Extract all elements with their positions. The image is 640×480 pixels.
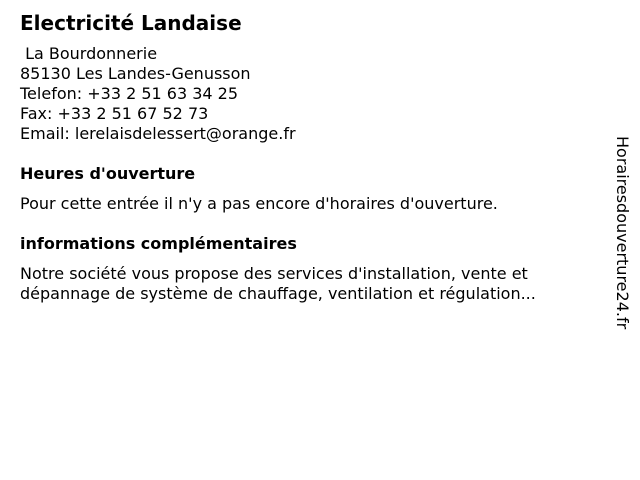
additional-info-heading: informations complémentaires (20, 234, 297, 253)
fax-number: Fax: +33 2 51 67 52 73 (20, 104, 209, 123)
business-name: Electricité Landaise (20, 11, 242, 35)
site-watermark: Horairesdouverture24.fr (613, 136, 632, 330)
phone-number: Telefon: +33 2 51 63 34 25 (20, 84, 239, 103)
opening-hours-text: Pour cette entrée il n'y a pas encore d'horaires d'ouverture. (20, 194, 498, 213)
business-card (20, 10, 600, 304)
additional-info-text: Notre société vous propose des services d'installation, vente et dépannage de système de chauffage, ventilation et régulation... (20, 264, 536, 303)
address-line-street: La Bourdonnerie (20, 44, 158, 63)
contact-block (20, 44, 600, 144)
opening-hours-heading: Heures d'ouverture (20, 164, 196, 183)
email-address: Email: lerelaisdelessert@orange.fr (20, 124, 296, 143)
address-line-city: 85130 Les Landes-Genusson (20, 64, 251, 83)
